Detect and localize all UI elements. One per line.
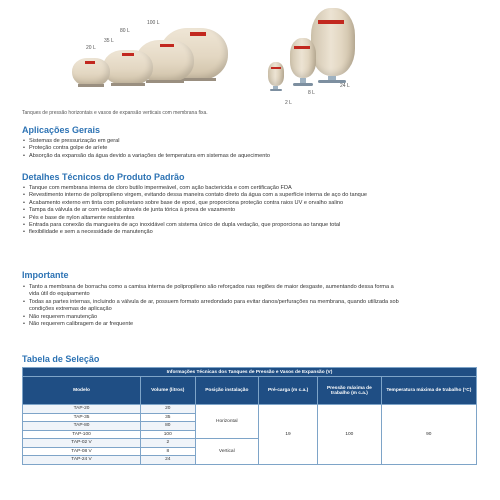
- list-item: • Absorção da expansão da água devido a variações de temperatura em sistemas de aquecimento: [22, 153, 402, 160]
- cell-max-pressure: 100: [318, 405, 382, 465]
- cell-model: TAP-24 V: [23, 456, 141, 465]
- section-title-selection: Tabela de Seleção: [22, 354, 100, 364]
- section-title-applications: Aplicações Gerais: [22, 125, 101, 135]
- list-item: • flexibilidade e sem a necessidade de manutenção: [22, 229, 402, 236]
- cell-precharge: 19: [259, 405, 318, 465]
- cell-model: TAP-20: [23, 405, 141, 414]
- label-8l: 8 L: [308, 90, 315, 96]
- list-item: • Entrada para conexão da mangueira de aço inoxidável com sistema único de dupla vedação, que proporciona ao tanque total: [22, 222, 402, 229]
- cell-model: TAP-100: [23, 430, 141, 439]
- label-80l: 80 L: [120, 28, 130, 34]
- image-caption: Tanques de pressão horizontais e vasos de expansão verticais com membrana fixa.: [22, 110, 208, 116]
- list-item: • Acabamento externo em tinta com poliuretano sobre base de epoxi, que proporciona proteção contra raios UV e orvalho salino: [22, 200, 402, 207]
- cell-volume: 100: [141, 430, 195, 439]
- list-item: • Não requerem calibragem de ar frequente: [22, 321, 402, 328]
- label-35l: 35 L: [104, 38, 114, 44]
- cell-volume: 20: [141, 405, 195, 414]
- cell-volume: 2: [141, 439, 195, 448]
- list-item: • Sistemas de pressurização em geral: [22, 138, 402, 145]
- list-item: • Proteção contra golpe de aríete: [22, 145, 402, 152]
- table-row: [23, 405, 477, 414]
- label-20l: 20 L: [86, 45, 96, 51]
- cell-volume: 35: [141, 413, 195, 422]
- cell-max-temperature: 90: [381, 405, 476, 465]
- column-header-max-temperature: Temperatura máxima de trabalho (°C): [381, 377, 476, 405]
- section-title-important: Importante: [22, 270, 69, 280]
- column-header-position: Posição instalação: [195, 377, 259, 405]
- cell-model: TAP-02 V: [23, 439, 141, 448]
- cell-volume: 80: [141, 422, 195, 431]
- cell-volume: 8: [141, 447, 195, 456]
- label-100l: 100 L: [147, 20, 160, 26]
- cell-model: TAP-08 V: [23, 447, 141, 456]
- list-item: • Pés e base de nylon altamente resistentes: [22, 215, 402, 222]
- label-24l: 24 L: [340, 83, 350, 89]
- column-header-volume: Volume (litros): [141, 377, 195, 405]
- list-item: • Tanque com membrana interna de cloro butilo impermeável, com ação bactericida e com certificação FDA: [22, 185, 402, 192]
- list-item: • Tanto a membrana de borracha como a camisa interna de polipropileno são reforçados nas regiões de maior desgaste, aumentando dessa forma a vida útil do equipamento: [22, 284, 402, 299]
- label-2l: 2 L: [285, 100, 292, 106]
- product-hero-image: [0, 0, 500, 118]
- cell-model: TAP-80: [23, 422, 141, 431]
- applications-list: [22, 138, 402, 160]
- cell-position-vertical: Vertical: [195, 439, 259, 465]
- table-title: Informações Técnicas dos Tanques de Pressão e Vasos de Expansão (V): [23, 368, 477, 377]
- cell-model: TAP-35: [23, 413, 141, 422]
- selection-table-container: [22, 367, 477, 478]
- cell-position-horizontal: Horizontal: [195, 405, 259, 439]
- list-item: • Revestimento interno de polipropileno virgem, evitando dessa maneira contato direto da água com a superfície interna de aço do tanque: [22, 192, 402, 199]
- section-title-technical: Detalhes Técnicos do Produto Padrão: [22, 172, 185, 182]
- column-header-model: Modelo: [23, 377, 141, 405]
- cell-volume: 24: [141, 456, 195, 465]
- list-item: • Não requerem manutenção: [22, 314, 402, 321]
- list-item: • Tampa da válvula de ar com vedação através de junta tórica à prova de vazamento: [22, 207, 402, 214]
- important-list: [22, 284, 402, 328]
- technical-list: [22, 185, 402, 237]
- list-item: • Todas as partes internas, incluindo a válvula de ar, possuem formato arredondado para evitar danos/perfurações na membrana, quando utilizada sob condições extremas de aplicação: [22, 299, 402, 314]
- selection-table: [22, 367, 477, 465]
- column-header-precharge: Pré-carga (m c.a.): [259, 377, 318, 405]
- column-header-max-pressure: Pressão máxima de trabalho (m c.a.): [318, 377, 382, 405]
